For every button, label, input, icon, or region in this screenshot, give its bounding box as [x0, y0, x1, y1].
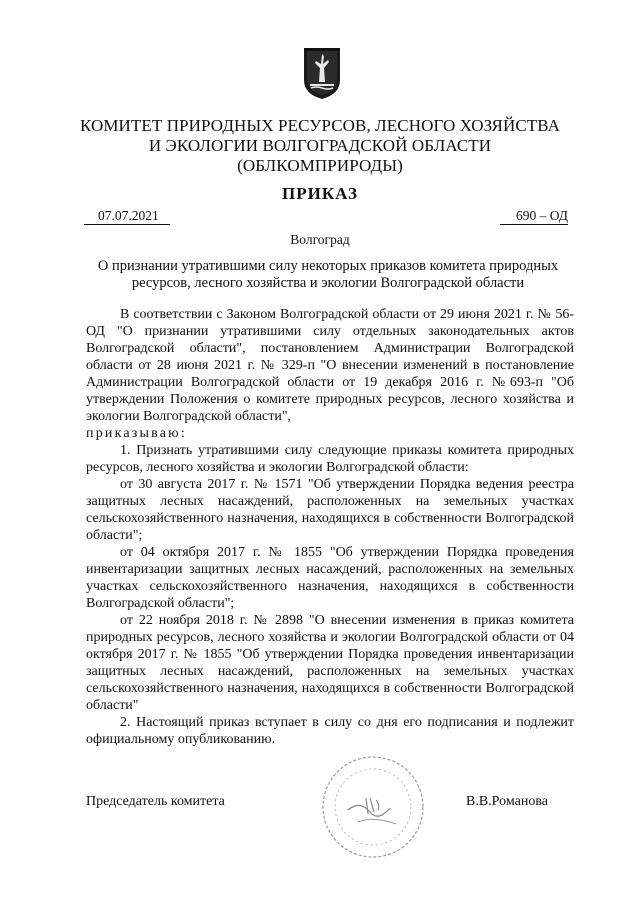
clause-1: 1. Признать утратившими силу следующие приказы комитета природных ресурсов, лесного хозяйства и экологии Волгоградской области: — [86, 443, 574, 475]
order-body — [86, 306, 574, 748]
clause-1-item-a: от 30 августа 2017 г. № 1571 "Об утверждении Порядка ведения реестра защитных лесных насаждений, расположенных на земельных участках сельскохозяйственного назначения, находящихся в собственности Волгоградской области"; — [86, 477, 574, 543]
city: Волгоград — [290, 232, 350, 247]
org-name-line-3: (ОБЛКОМПРИРОДЫ) — [237, 156, 403, 175]
coat-of-arms-icon — [302, 46, 342, 100]
signatory-name: В.В.Романова — [466, 794, 548, 809]
order-number: 690 – ОД — [500, 208, 568, 225]
order-word: приказываю: — [86, 426, 187, 441]
clause-1-item-b: от 04 октября 2017 г. № 1855 "Об утверждении Порядка проведения инвентаризации защитных лесных насаждений, расположенных на земельных участках сельскохозяйственного назначения, находящихся в собственности Волгоградской области"; — [86, 545, 574, 611]
order-subject: О признании утратившими силу некоторых приказов комитета природных ресурсов, лесного хозяйства и экологии Волгоградской области — [97, 258, 559, 291]
document-title: ПРИКАЗ — [282, 184, 358, 203]
clause-2: 2. Настоящий приказ вступает в силу со дня его подписания и подлежит официальному опубликованию. — [86, 715, 574, 747]
org-name-line-2: И ЭКОЛОГИИ ВОЛГОГРАДСКОЙ ОБЛАСТИ — [148, 136, 492, 155]
signatory-position: Председатель комитета — [86, 794, 225, 809]
org-name-line-1: КОМИТЕТ ПРИРОДНЫХ РЕСУРСОВ, ЛЕСНОГО ХОЗЯЙСТВА — [79, 116, 561, 135]
order-date: 07.07.2021 — [84, 208, 170, 225]
clause-1-item-c: от 22 ноября 2018 г. № 2898 "О внесении изменения в приказ комитета природных ресурсов, лесного хозяйства и экологии Волгоградской области от 04 октября 2017 г. № 1855 "Об утверждении Порядка проведения инвентаризации защитных лесных насаждений, расположенных на земельных участках сельскохозяйственного назначения, находящихся в собственности Волгоградской области" — [86, 613, 574, 713]
official-stamp-icon — [318, 752, 428, 862]
preamble-paragraph: В соответствии с Законом Волгоградской области от 29 июня 2021 г. № 56-ОД "О признании утратившими силу отдельных законодательных актов Волгоградской области", постановлением Администрации Волгоградской области от 28 июня 2021 г. № 329-п "О внесении изменений в постановление Администрации Волгоградской области от 19 декабря 2016 г. №693-п "Об утверждении Положения о комитете природных ресурсов, лесного хозяйства и экологии Волгоградской области", — [86, 307, 574, 424]
